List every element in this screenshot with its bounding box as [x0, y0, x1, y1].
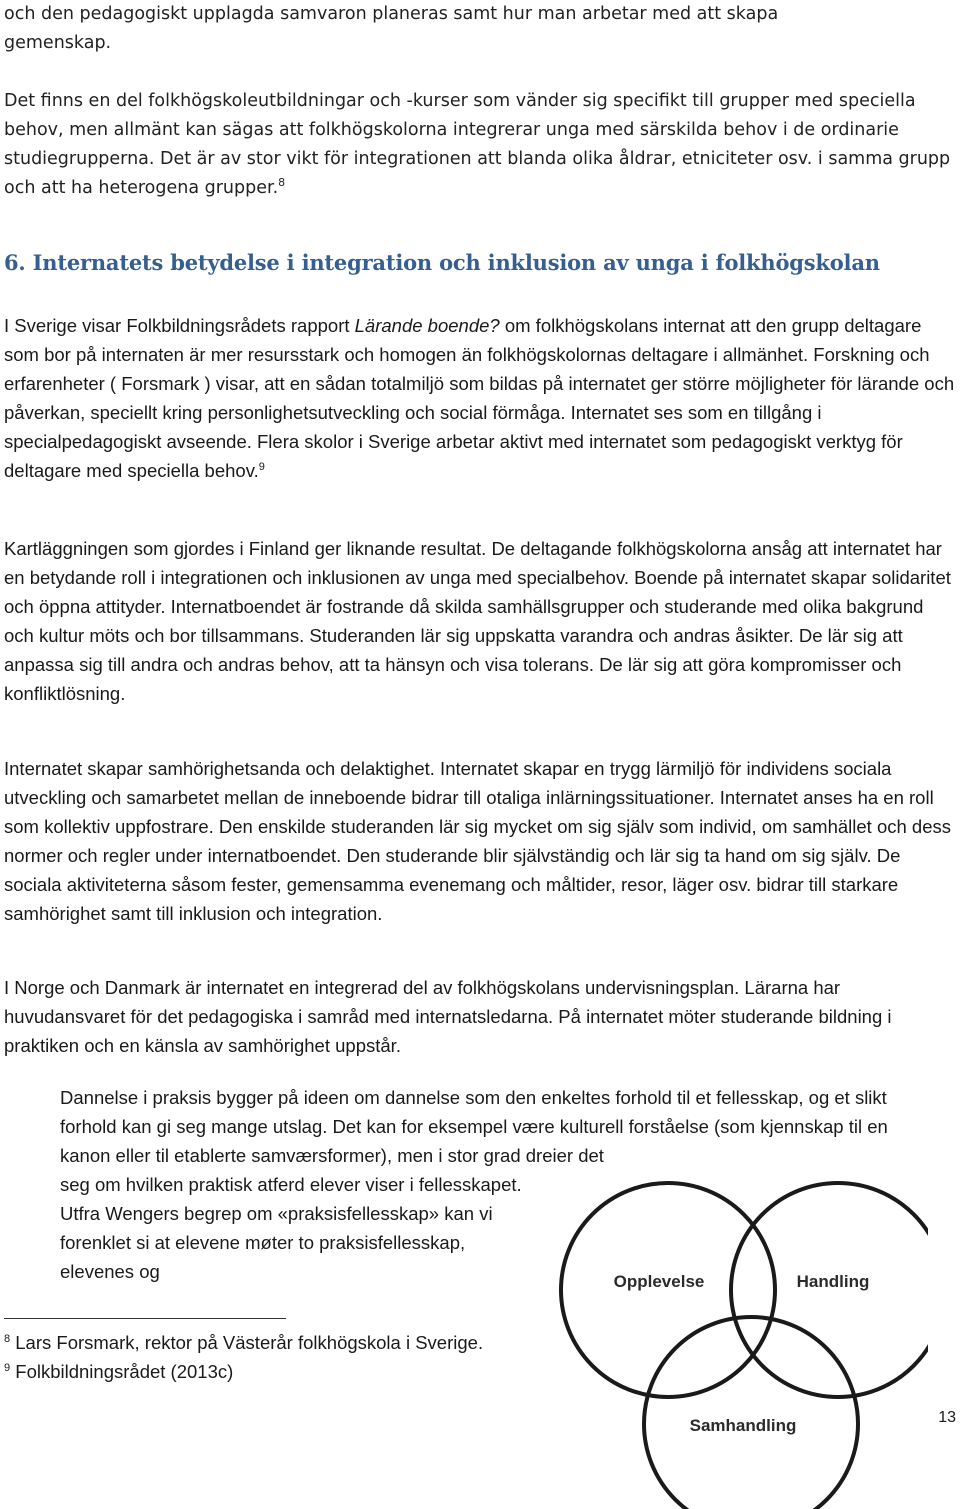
paragraph-norge-danmark: [4, 973, 956, 1060]
p4-text: I Norge och Danmark är internatet en integrerad del av folkhögskolans undervisningsplan. Lärarna har huvudansvaret för det pedagogiska i samråd med internatsledarna. På internatet möter studerande bildning i praktiken och en känsla av samhörighet uppstår.: [4, 977, 892, 1056]
venn-label-samhandling: Samhandling: [689, 1416, 797, 1435]
footnote-ref-8: 8: [278, 176, 286, 190]
venn-label-opplevelse: Opplevelse: [613, 1272, 705, 1291]
footnote-text: Lars Forsmark, rektor på Västerår folkhögskola i Sverige.: [15, 1332, 484, 1353]
footnote-9: [4, 1357, 483, 1386]
footnote-number: 9: [4, 1361, 11, 1374]
intro-line-2: gemenskap.: [4, 33, 112, 53]
footnote-number: 8: [4, 1332, 11, 1345]
intro-paragraph-text: Det finns en del folkhögskoleutbildningar och -kurser som vänder sig specifikt till grupper med speciella behov, men allmänt kan sägas att folkhögskolorna integrerar unga med särskilda behov i de ordinarie studiegrupperna. Det är av stor vikt för integrationen att blanda olika åldrar, etniciteter osv. i samma grupp och att ha heterogena grupper.: [4, 91, 951, 198]
paragraph-samhorighet: [4, 754, 956, 928]
page-number: 13: [938, 1409, 956, 1426]
paragraph-kartlaggning: [4, 534, 956, 708]
footnote-text: Folkbildningsrådet (2013c): [15, 1361, 234, 1382]
section-heading: 6. Internatets betydelse i integration och inklusion av unga i folkhögskolan: [4, 250, 880, 275]
venn-diagram-svg: [556, 1178, 928, 1509]
report-title: Lärande boende?: [354, 315, 500, 336]
quote-wide: Dannelse i praksis bygger på ideen om dannelse som den enkeltes forhold til et fellesskap, og et slikt forhold kan gi seg mange utslag. Det kan for eksempel være kulturell forståelse (som kjennskap til en kanon eller til etablerte samværsformer), men i stor grad dreier det: [60, 1087, 888, 1166]
paragraph-internat-sverige: [4, 311, 956, 485]
venn-label-handling: Handling: [796, 1272, 870, 1291]
p1-rest: om folkhögskolans internat att den grupp deltagare som bor på internaten är mer resursstark och homogen än folkhögskolornas deltagare i allmänhet. Forskning och erfarenheter ( Forsmark ) visar, att en sådan totalmiljö som bildas på internatet ger större möjligheter för lärande och påverkan, speciellt kring personlighetsutveckling och social förmåga. Internatet ses som en tillgång i specialpedagogiskt avseende. Flera skolor i Sverige arbetar aktivt med internatet som pedagogiskt verktyg för deltagare med speciella behov.: [4, 315, 955, 481]
intro-paragraph: [4, 87, 956, 203]
quote-narrow: seg om hvilken praktisk atferd elever viser i fellesskapet. Utfra Wengers begrep om «praksisfellesskap» kan vi forenklet si at elevene møter to praksisfellesskap, elevenes og: [60, 1174, 522, 1282]
intro-text: [4, 0, 956, 203]
p1-start: I Sverige visar Folkbildningsrådets rapport: [4, 315, 350, 336]
p3-text: Internatet skapar samhörighetsanda och delaktighet. Internatet skapar en trygg lärmiljö för individens sociala utveckling och samarbetet mellan de inneboende bidrar till otaliga inlärningssituationer. Internatet anses ha en roll som kollektiv uppfostrare. Den enskilde studeranden lär sig mycket om sig själv som individ, om samhället och dess normer och regler under internatboendet. Den studerande blir självständig och lär sig ta hand om sig själv. De sociala aktiviteterna såsom fester, gemensamma evenemang och måltider, resor, läger osv. bidrar till starkare samhörighet samt till inklusion och integration.: [4, 758, 951, 924]
venn-circle-samhandling: [644, 1317, 858, 1509]
footnote-ref-9: 9: [258, 460, 265, 473]
footnote-8: [4, 1328, 483, 1357]
footnote-divider: [4, 1318, 286, 1319]
footnotes: [4, 1328, 483, 1386]
p2-text: Kartläggningen som gjordes i Finland ger liknande resultat. De deltagande folkhögskolorna ansåg att internatet har en betydande roll i integrationen och inklusionen av unga med specialbehov. Boende på internatet skapar solidaritet och öppna attityder. Internatboendet är fostrande då skilda samhällsgrupper och studerande med olika bakgrund och kultur möts och bor tillsammans. Studeranden lär sig uppskatta varandra och andras åsikter. De lär sig att anpassa sig till andra och andras behov, att ta hänsyn och visa tolerans. De lär sig att göra kompromisser och konfliktlösning.: [4, 538, 951, 704]
venn-diagram: [556, 1178, 928, 1509]
intro-line-1: och den pedagogiskt upplagda samvaron planeras samt hur man arbetar med att skapa: [4, 4, 779, 24]
